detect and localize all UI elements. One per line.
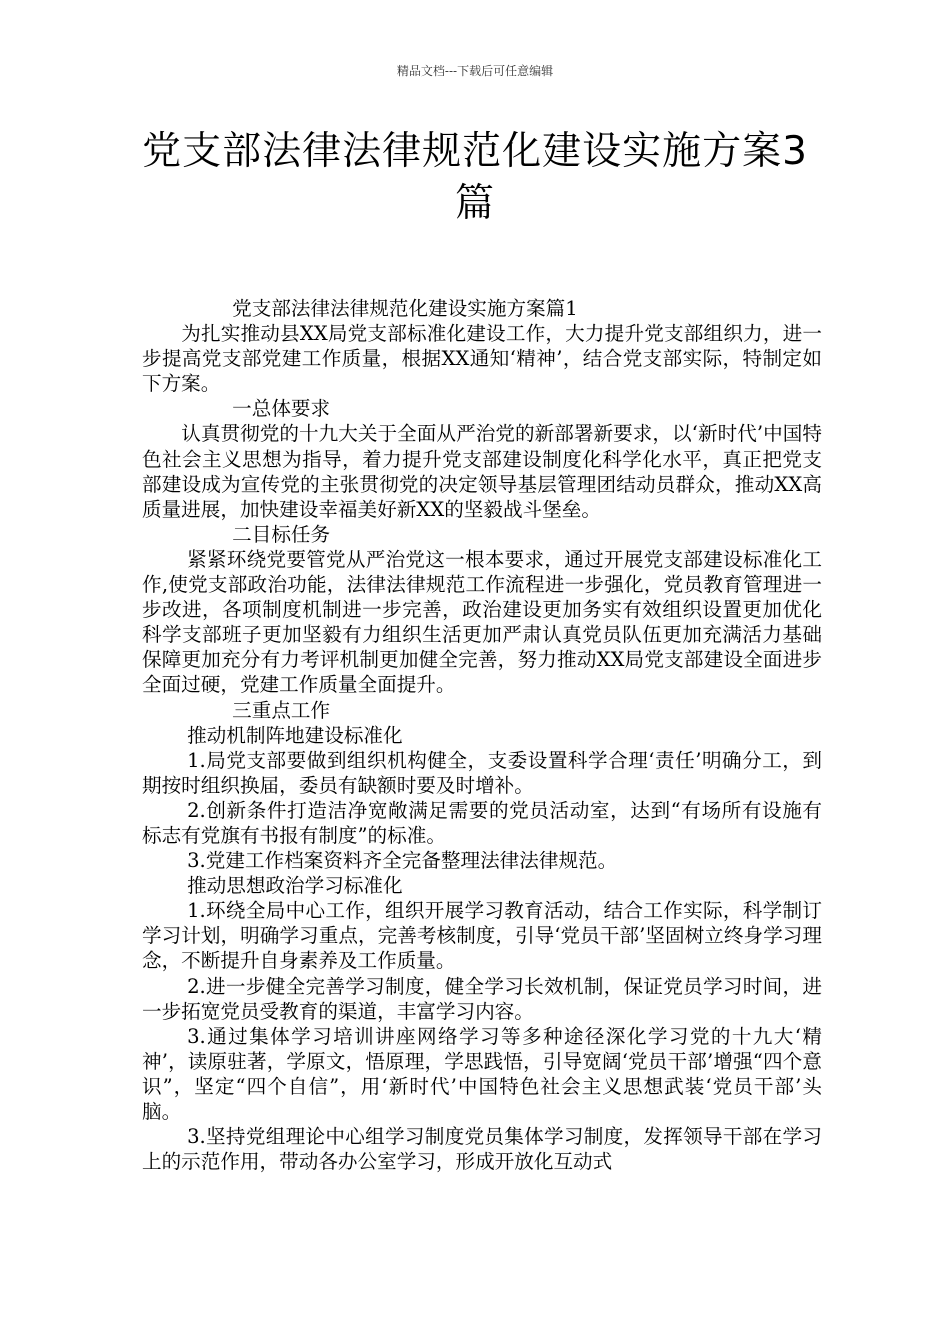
document-title: 党支部法律法律规范化建设实施方案3篇 — [142, 129, 808, 226]
paragraph: 推动机制阵地建设标准化 — [187, 723, 403, 747]
section-heading: 党支部法律法律规范化建设实施方案篇1 — [232, 297, 578, 320]
section-heading: 二目标任务 — [232, 522, 331, 546]
paragraph: 紧紧环绕党要管党从严治党这一根本要求，通过开展党支部建设标准化工作,使党支部政治功能，法律法律规范工作流程进一步强化，党员教育管理进一步改进，各项制度机制进一步完善，政治建设更加务实有效组织设置更加优化科学支部班子更加坚毅有力组织生活更加严肃认真党员队伍更加充满活力基础保障更加充分有力考评机制更加健全完善，努力推动XX局党支部建设全面进步全面过硬，党建工作质量全面提升。 — [142, 547, 822, 697]
document-body — [142, 296, 822, 1174]
paragraph: 3.党建工作档案资料齐全完备整理法律法律规范。 — [187, 849, 618, 873]
paragraph: 为扎实推动县XX局党支部标准化建设工作，大力提升党支部组织力，进一步提高党支部党建工作质量，根据XX通知‘精神’，结合党支部实际，特制定如下方案。 — [142, 322, 822, 396]
paragraph: 推动思想政治学习标准化 — [187, 874, 403, 898]
paragraph: 1.局党支部要做到组织机构健全，支委设置科学合理‘责任’明确分工，到期按时组织换届，委员有缺额时要及时增补。 — [142, 748, 822, 797]
section-heading: 三重点工作 — [232, 698, 331, 722]
paragraph: 1.环绕全局中心工作，组织开展学习教育活动，结合工作实际，科学制订学习计划，明确学习重点，完善考核制度，引导‘党员干部’坚固树立终身学习理念，不断提升自身素养及工作质量。 — [142, 899, 822, 973]
paragraph: 3.坚持党组理论中心组学习制度党员集体学习制度，发挥领导干部在学习上的示范作用，带动各办公室学习，形成开放化互动式 — [142, 1125, 822, 1174]
paragraph: 认真贯彻党的十九大关于全面从严治党的新部署新要求，以‘新时代’中国特色社会主义思想为指导，着力提升党支部建设制度化科学化水平，真正把党支部建设成为宣传党的主张贯彻党的决定领导基层管理团结动员群众，推动XX高质量进展，加快建设幸福美好新XX的坚毅战斗堡垒。 — [142, 422, 822, 521]
paragraph: 2.进一步健全完善学习制度，健全学习长效机制，保证党员学习时间，进一步拓宽党员受教育的渠道，丰富学习内容。 — [142, 974, 822, 1023]
page-header: 精品文档---下载后可任意编辑 — [396, 64, 554, 78]
section-heading: 一总体要求 — [232, 397, 331, 421]
paragraph: 3.通过集体学习培训讲座网络学习等多种途径深化学习党的十九大‘精神’，读原驻著，学原文，悟原理，学思践悟，引导宽阔‘党员干部’增强“四个意识”，坚定“四个自信”，用‘新时代’中国特色社会主义思想武装‘党员干部’头脑。 — [142, 1024, 822, 1123]
paragraph: 2.创新条件打造洁净宽敞满足需要的党员活动室，达到“有场所有设施有标志有党旗有书报有制度”的标准。 — [142, 798, 822, 847]
